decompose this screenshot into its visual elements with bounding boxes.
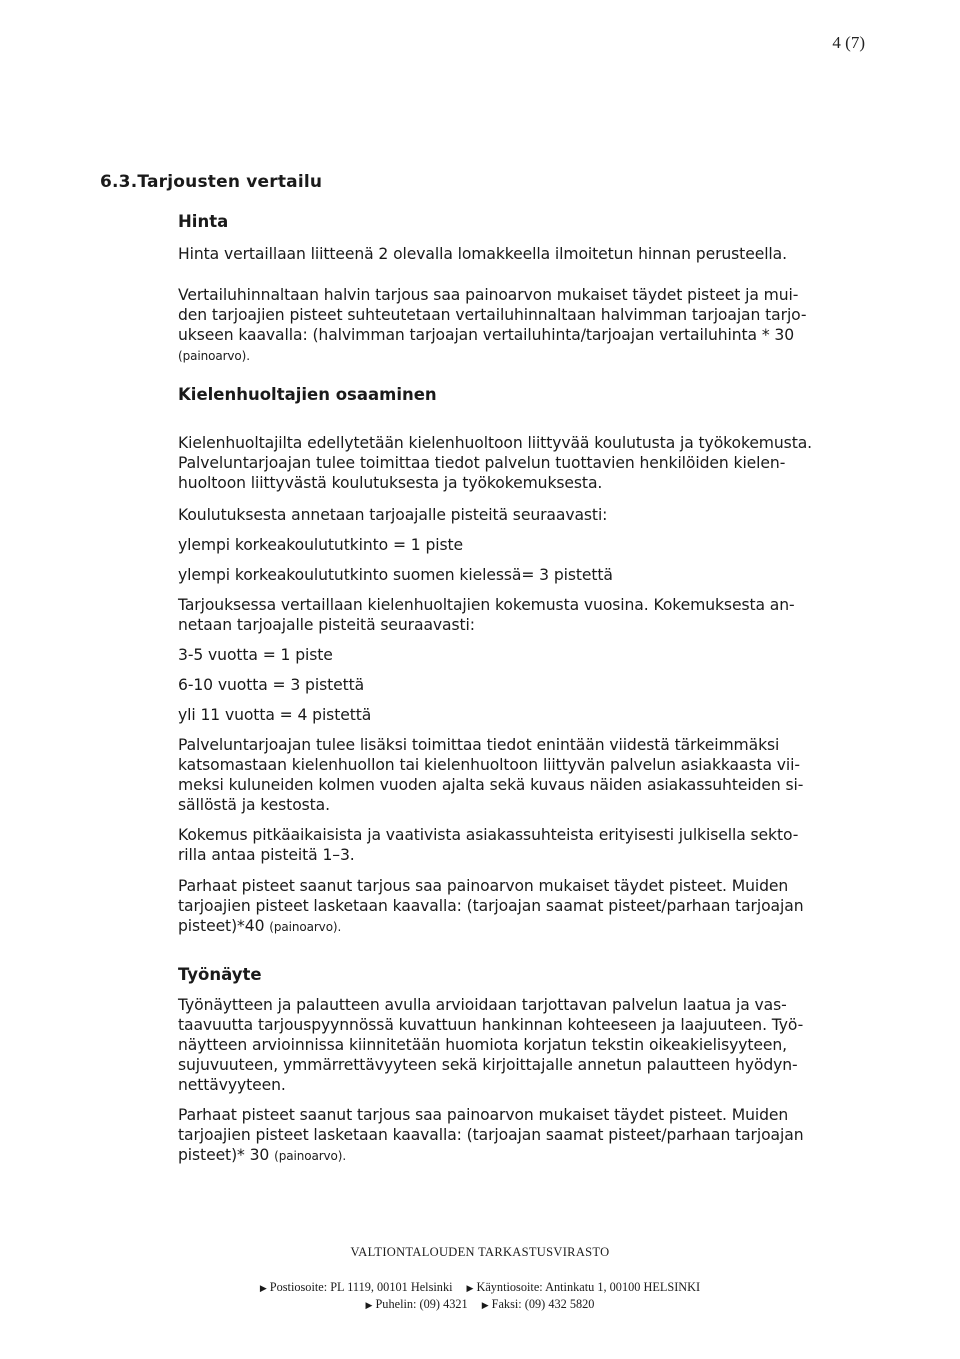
text-line: nettävyyteen.	[178, 1076, 286, 1094]
text-line	[178, 916, 868, 937]
kielenhuoltajat-paragraph-4: ylempi korkeakoulututkinto suomen kielessä= 3 pistettä	[178, 566, 613, 584]
section-title: 6.3.Tarjousten vertailu	[100, 172, 323, 192]
text-line: Parhaat pisteet saanut tarjous saa painoarvon mukaiset täydet pisteet. Muiden	[178, 1106, 789, 1124]
text-line: Parhaat pisteet saanut tarjous saa painoarvon mukaiset täydet pisteet. Muiden	[178, 877, 789, 895]
heading-kielenhuoltajat: Kielenhuoltajien osaaminen	[178, 385, 437, 404]
formula-text: pisteet)*40	[178, 917, 270, 935]
kielenhuoltajat-paragraph-5	[178, 595, 868, 635]
page-number: 4 (7)	[832, 33, 865, 52]
text-line: ukseen kaavalla: (halvimman tarjoajan vertailuhinta/tarjoajan vertailuhinta * 30	[178, 326, 795, 344]
footer-postal: Postiosoite: PL 1119, 00101 Helsinki	[269, 1280, 453, 1294]
text-line: Tarjouksessa vertaillaan kielenhuoltajien kokemusta vuosina. Kokemuksesta an-	[178, 596, 795, 614]
triangle-bullet-icon: ▶	[466, 1283, 474, 1293]
triangle-bullet-icon: ▶	[481, 1300, 489, 1310]
text-line: Kokemus pitkäaikaisista ja vaativista asiakassuhteista erityisesti julkisella sekto-	[178, 826, 799, 844]
triangle-bullet-icon: ▶	[365, 1300, 373, 1310]
text-line: sujuvuuteen, ymmärrettävyyteen sekä kirjoittajalle annetun palautteen hyödyn-	[178, 1056, 798, 1074]
weight-note: (painoarvo).	[269, 920, 342, 934]
kielenhuoltajat-paragraph-11	[178, 876, 868, 937]
kielenhuoltajat-paragraph-10	[178, 825, 868, 865]
hinta-paragraph-1: Hinta vertaillaan liitteenä 2 olevalla lomakkeella ilmoitetun hinnan perusteella.	[178, 245, 787, 263]
heading-tyonayte: Työnäyte	[178, 965, 262, 984]
text-line: Kielenhuoltajilta edellytetään kielenhuoltoon liittyvää koulutusta ja työkokemusta.	[178, 434, 813, 452]
kielenhuoltajat-paragraph-7: 6-10 vuotta = 3 pistettä	[178, 676, 365, 694]
text-line: den tarjoajien pisteet suhteutetaan vertailuhinnaltaan halvimman tarjoajan tarjo-	[178, 306, 807, 324]
tyonayte-paragraph-2	[178, 1105, 868, 1166]
text-line: huoltoon liittyvästä koulutuksesta ja työkokemuksesta.	[178, 474, 603, 492]
weight-note: (painoarvo).	[274, 1149, 347, 1163]
text-line: katsomastaan kielenhuollon tai kielenhuoltoon liittyvän palvelun asiakkaasta vii-	[178, 756, 800, 774]
text-line: netaan tarjoajalle pisteitä seuraavasti:	[178, 616, 475, 634]
formula-text: pisteet)* 30	[178, 1146, 275, 1164]
footer-address-line	[0, 1280, 960, 1295]
kielenhuoltajat-paragraph-1	[178, 433, 868, 493]
kielenhuoltajat-paragraph-8: yli 11 vuotta = 4 pistettä	[178, 706, 372, 724]
footer-contact-line	[0, 1297, 960, 1312]
kielenhuoltajat-paragraph-3: ylempi korkeakoulututkinto = 1 piste	[178, 536, 464, 554]
footer-phone: Puhelin: (09) 4321	[375, 1297, 468, 1311]
footer-fax: Faksi: (09) 432 5820	[491, 1297, 595, 1311]
text-line: Palveluntarjoajan tulee lisäksi toimittaa tiedot enintään viidestä tärkeimmäksi	[178, 736, 780, 754]
footer-organization: VALTIONTALOUDEN TARKASTUSVIRASTO	[350, 1245, 610, 1259]
text-line: tarjoajien pisteet lasketaan kaavalla: (tarjoajan saamat pisteet/parhaan tarjoajan	[178, 897, 804, 915]
text-line: meksi kuluneiden kolmen vuoden ajalta sekä kuvaus näiden asiakassuhteiden si-	[178, 776, 804, 794]
tyonayte-paragraph-1	[178, 995, 868, 1095]
text-line: rilla antaa pisteitä 1–3.	[178, 846, 355, 864]
hinta-paragraph-2	[178, 285, 868, 367]
heading-hinta: Hinta	[178, 212, 229, 231]
text-line: taavuutta tarjouspyynnössä kuvattuun hankinnan kohteeseen ja laajuuteen. Työ-	[178, 1016, 804, 1034]
footer-visit: Käyntiosoite: Antinkatu 1, 00100 HELSINKI	[476, 1280, 701, 1294]
text-line	[178, 1145, 868, 1166]
text-line: (painoarvo).	[178, 349, 250, 363]
text-line: sällöstä ja kestosta.	[178, 796, 330, 814]
text-line: tarjoajien pisteet lasketaan kaavalla: (tarjoajan saamat pisteet/parhaan tarjoajan	[178, 1126, 804, 1144]
kielenhuoltajat-paragraph-2: Koulutuksesta annetaan tarjoajalle pisteitä seuraavasti:	[178, 506, 608, 524]
kielenhuoltajat-paragraph-9	[178, 735, 868, 815]
text-line: Palveluntarjoajan tulee toimittaa tiedot palvelun tuottavien henkilöiden kielen-	[178, 454, 786, 472]
triangle-bullet-icon: ▶	[259, 1283, 267, 1293]
text-line: näytteen arvioinnissa kiinnitetään huomiota korjatun tekstin oikeakielisyyteen,	[178, 1036, 787, 1054]
text-line: Työnäytteen ja palautteen avulla arvioidaan tarjottavan palvelun laatua ja vas-	[178, 996, 787, 1014]
kielenhuoltajat-paragraph-6: 3-5 vuotta = 1 piste	[178, 646, 333, 664]
text-line: Vertailuhinnaltaan halvin tarjous saa painoarvon mukaiset täydet pisteet ja mui-	[178, 286, 799, 304]
